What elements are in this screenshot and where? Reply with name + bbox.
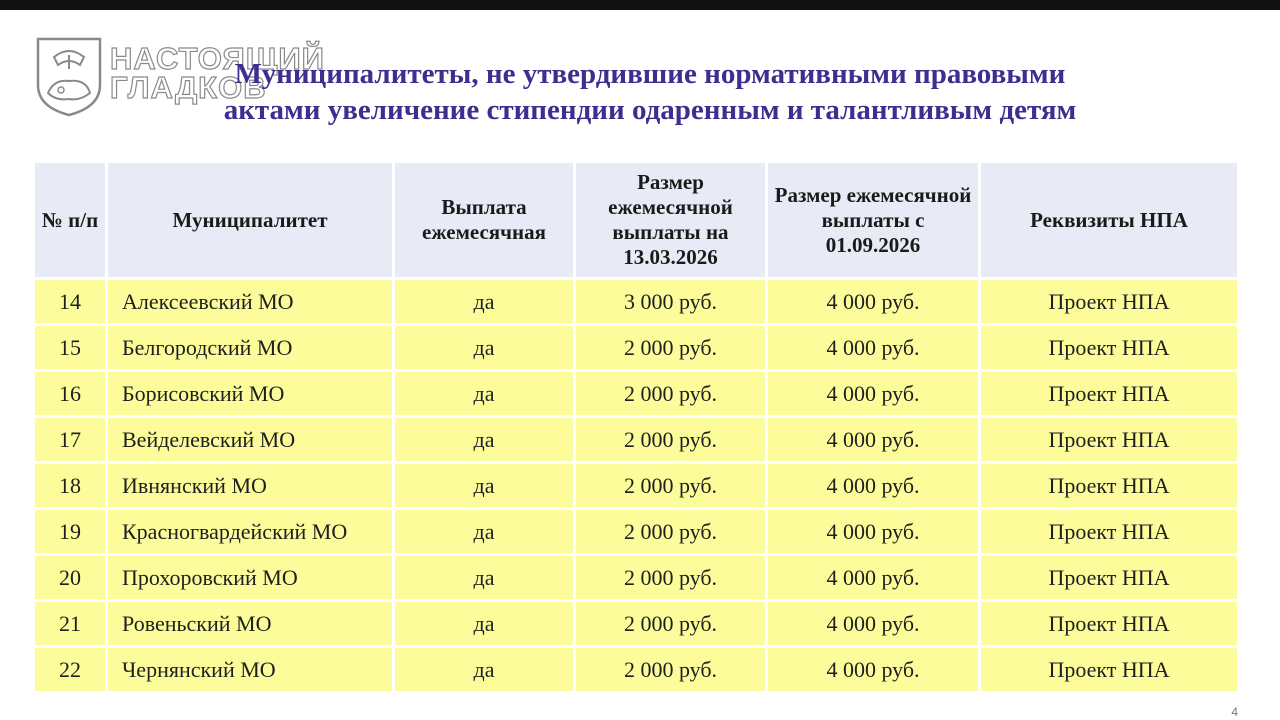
- table-row: [35, 648, 1237, 691]
- cell-npa-details: Проект НПА: [981, 280, 1237, 323]
- municipalities-table: [32, 160, 1240, 694]
- cell-municipality: Чернянский МО: [108, 648, 392, 691]
- header-municipality: Муниципалитет: [108, 163, 392, 277]
- cell-number: 22: [35, 648, 105, 691]
- header-monthly-payment: Выплата ежемесячная: [395, 163, 573, 277]
- cell-monthly-payment: да: [395, 464, 573, 507]
- table-row: [35, 556, 1237, 599]
- cell-amount-current: 3 000 руб.: [576, 280, 765, 323]
- cell-number: 19: [35, 510, 105, 553]
- cell-municipality: Прохоровский МО: [108, 556, 392, 599]
- cell-amount-current: 2 000 руб.: [576, 648, 765, 691]
- cell-npa-details: Проект НПА: [981, 326, 1237, 369]
- cell-municipality: Красногвардейский МО: [108, 510, 392, 553]
- cell-number: 14: [35, 280, 105, 323]
- cell-number: 17: [35, 418, 105, 461]
- top-bar: [0, 0, 1280, 10]
- cell-amount-current: 2 000 руб.: [576, 464, 765, 507]
- cell-number: 21: [35, 602, 105, 645]
- cell-amount-current: 2 000 руб.: [576, 372, 765, 415]
- cell-amount-current: 2 000 руб.: [576, 418, 765, 461]
- cell-municipality: Алексеевский МО: [108, 280, 392, 323]
- cell-monthly-payment: да: [395, 372, 573, 415]
- page-title: [110, 56, 1190, 128]
- cell-amount-new: 4 000 руб.: [768, 648, 978, 691]
- table-row: [35, 418, 1237, 461]
- watermark-line-2: ГЛАДКОВ: [110, 70, 267, 105]
- table-header-row: [35, 163, 1237, 277]
- cell-monthly-payment: да: [395, 602, 573, 645]
- cell-npa-details: Проект НПА: [981, 602, 1237, 645]
- cell-amount-new: 4 000 руб.: [768, 418, 978, 461]
- cell-amount-new: 4 000 руб.: [768, 602, 978, 645]
- cell-npa-details: Проект НПА: [981, 464, 1237, 507]
- cell-municipality: Вейделевский МО: [108, 418, 392, 461]
- title-line-1: Муниципалитеты, не утвердившие нормативными правовыми: [234, 58, 1066, 90]
- cell-monthly-payment: да: [395, 556, 573, 599]
- cell-amount-new: 4 000 руб.: [768, 326, 978, 369]
- cell-number: 16: [35, 372, 105, 415]
- cell-amount-current: 2 000 руб.: [576, 602, 765, 645]
- header-npa-details: Реквизиты НПА: [981, 163, 1237, 277]
- cell-npa-details: Проект НПА: [981, 418, 1237, 461]
- cell-amount-new: 4 000 руб.: [768, 280, 978, 323]
- cell-amount-current: 2 000 руб.: [576, 326, 765, 369]
- watermark-line-1: НАСТОЯЩИЙ: [110, 41, 325, 76]
- cell-monthly-payment: да: [395, 648, 573, 691]
- cell-npa-details: Проект НПА: [981, 648, 1237, 691]
- cell-amount-new: 4 000 руб.: [768, 556, 978, 599]
- cell-monthly-payment: да: [395, 326, 573, 369]
- cell-amount-new: 4 000 руб.: [768, 510, 978, 553]
- header-amount-new: Размер ежемесячной выплаты с 01.09.2026: [768, 163, 978, 277]
- cell-amount-new: 4 000 руб.: [768, 372, 978, 415]
- cell-municipality: Борисовский МО: [108, 372, 392, 415]
- cell-npa-details: Проект НПА: [981, 510, 1237, 553]
- coat-of-arms-icon: [34, 35, 104, 117]
- cell-monthly-payment: да: [395, 510, 573, 553]
- table-row: [35, 372, 1237, 415]
- cell-municipality: Белгородский МО: [108, 326, 392, 369]
- cell-npa-details: Проект НПА: [981, 556, 1237, 599]
- table-row: [35, 280, 1237, 323]
- title-line-2: актами увеличение стипендии одаренным и талантливым детям: [223, 94, 1077, 126]
- cell-municipality: Ивнянский МО: [108, 464, 392, 507]
- cell-monthly-payment: да: [395, 280, 573, 323]
- cell-number: 18: [35, 464, 105, 507]
- cell-amount-current: 2 000 руб.: [576, 510, 765, 553]
- page-number: 4: [1231, 705, 1238, 719]
- table-row: [35, 602, 1237, 645]
- table-row: [35, 510, 1237, 553]
- table-row: [35, 326, 1237, 369]
- header-number: № п/п: [35, 163, 105, 277]
- cell-npa-details: Проект НПА: [981, 372, 1237, 415]
- cell-municipality: Ровеньский МО: [108, 602, 392, 645]
- table-row: [35, 464, 1237, 507]
- cell-monthly-payment: да: [395, 418, 573, 461]
- cell-amount-current: 2 000 руб.: [576, 556, 765, 599]
- cell-amount-new: 4 000 руб.: [768, 464, 978, 507]
- header-amount-current: Размер ежемесячной выплаты на 13.03.2026: [576, 163, 765, 277]
- cell-number: 20: [35, 556, 105, 599]
- cell-number: 15: [35, 326, 105, 369]
